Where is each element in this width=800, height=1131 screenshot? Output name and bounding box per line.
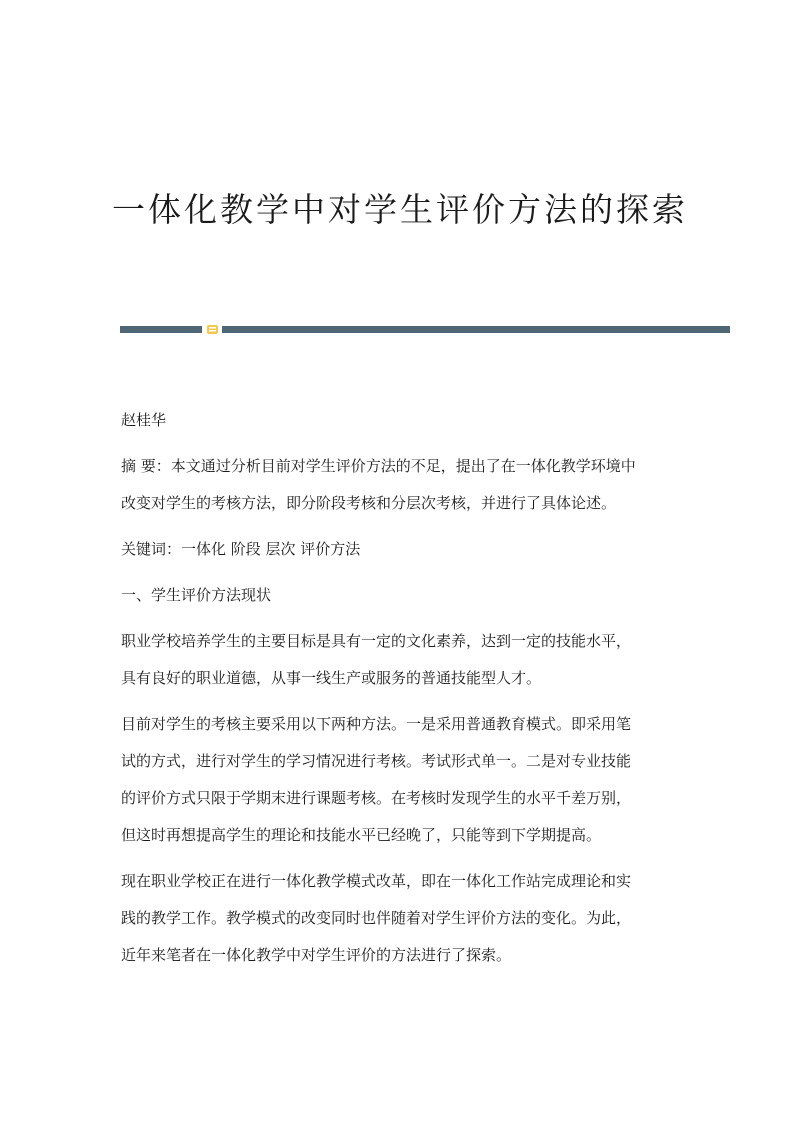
section-heading: 一、学生评价方法现状 <box>121 586 272 604</box>
divider-bar-left <box>120 326 202 333</box>
title-divider <box>120 326 730 333</box>
author-name: 赵桂华 <box>121 411 167 429</box>
paragraph-1 <box>121 623 681 697</box>
paragraph-line: 试的方式，进行对学生的学习情况进行考核。考试形式单一。二是对专业技能 <box>121 752 632 770</box>
document-title: 一体化教学中对学生评价方法的探索 <box>112 190 688 229</box>
paragraph-line: 目前对学生的考核主要采用以下两种方法。一是采用普通教育模式。即采用笔 <box>121 715 632 733</box>
paragraph-3 <box>121 863 681 974</box>
abstract-line: 摘 要：本文通过分析目前对学生评价方法的不足，提出了在一体化教学环境中 <box>121 457 636 475</box>
paragraph-line: 的评价方式只限于学期末进行课题考核。在考核时发现学生的水平千差万别， <box>121 789 632 807</box>
abstract-line: 改变对学生的考核方法，即分阶段考核和分层次考核，并进行了具体论述。 <box>121 494 617 512</box>
paragraph-line: 职业学校培养学生的主要目标是具有一定的文化素养，达到一定的技能水平， <box>121 632 632 650</box>
ornament-icon <box>206 324 219 335</box>
paragraph-2 <box>121 706 681 854</box>
paragraph-line: 但这时再想提高学生的理论和技能水平已经晚了，只能等到下学期提高。 <box>121 826 602 844</box>
paragraph-line: 现在职业学校正在进行一体化教学模式改革，即在一体化工作站完成理论和实 <box>121 872 632 890</box>
paragraph-line: 践的教学工作。教学模式的改变同时也伴随着对学生评价方法的变化。为此， <box>121 909 632 927</box>
document-body <box>121 402 681 974</box>
keywords: 关键词：一体化 阶段 层次 评价方法 <box>121 540 361 558</box>
paragraph-line: 近年来笔者在一体化教学中对学生评价的方法进行了探索。 <box>121 946 512 964</box>
divider-bar-right <box>222 326 730 333</box>
paragraph-line: 具有良好的职业道德，从事一线生产或服务的普通技能型人才。 <box>121 669 542 687</box>
abstract <box>121 448 681 522</box>
